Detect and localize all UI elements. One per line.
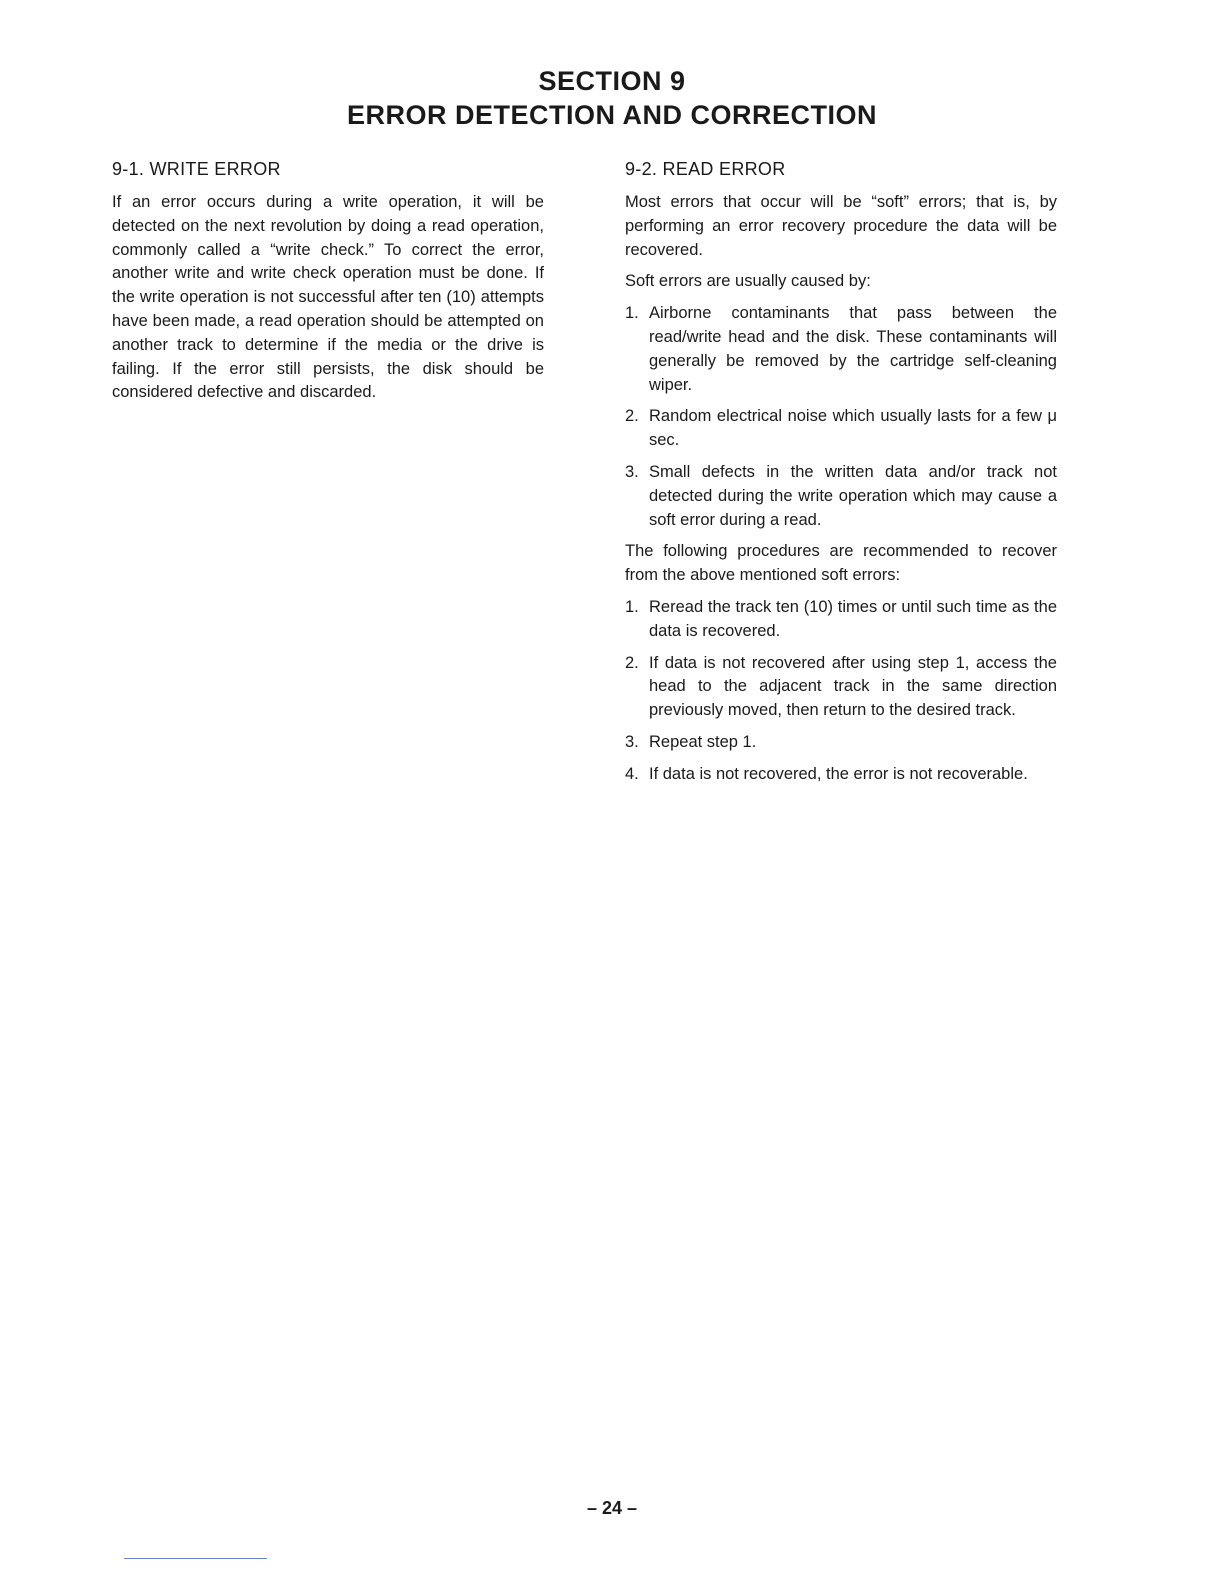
list-item-text: Reread the track ten (10) times or until such time as the data is recovered.	[649, 597, 1057, 640]
list-item-text: Airborne contaminants that pass between the read/write head and the disk. These contaminants will generally be removed by the cartridge self-cleaning wiper.	[649, 304, 1057, 394]
procedure-list	[625, 596, 1057, 787]
read-error-column	[625, 156, 1057, 795]
list-item	[625, 302, 1057, 397]
section-heading	[0, 64, 1224, 132]
list-item	[625, 763, 1057, 787]
list-item-number: 3.	[625, 462, 639, 481]
section-title: ERROR DETECTION AND CORRECTION	[346, 100, 877, 130]
read-error-intro: Most errors that occur will be “soft” errors; that is, by performing an error recovery procedure the data will be recovered.	[625, 193, 1057, 259]
scan-edge-line	[124, 1558, 267, 1559]
list-item-number: 4.	[625, 764, 639, 783]
list-item-number: 2.	[625, 407, 639, 426]
write-error-column	[112, 156, 544, 413]
section-number: SECTION 9	[538, 66, 686, 96]
page-number: – 24 –	[586, 1498, 638, 1518]
list-item-number: 3.	[625, 732, 639, 751]
causes-list	[625, 302, 1057, 532]
read-error-title: 9-2. READ ERROR	[625, 159, 786, 179]
causes-intro: Soft errors are usually caused by:	[625, 272, 871, 291]
list-item-text: If data is not recovered, the error is not recoverable.	[649, 764, 1028, 783]
list-item	[625, 652, 1057, 723]
procedure-intro: The following procedures are recommended to recover from the above mentioned soft errors:	[625, 542, 1057, 585]
list-item-text: If data is not recovered after using step 1, access the head to the adjacent track in the same direction previously moved, then return to the desired track.	[649, 653, 1057, 720]
list-item	[625, 731, 1057, 755]
list-item	[625, 461, 1057, 532]
list-item-text: Random electrical noise which usually lasts for a few μ sec.	[649, 407, 1057, 450]
list-item	[625, 405, 1057, 453]
list-item-number: 1.	[625, 597, 639, 616]
list-item	[625, 596, 1057, 644]
write-error-title: 9-1. WRITE ERROR	[112, 159, 281, 179]
list-item-number: 2.	[625, 653, 639, 672]
write-error-body: If an error occurs during a write operation, it will be detected on the next revolution by doing a read operation, commonly called a “write check.” To correct the error, another write and write check operation must be done. If the write operation is not successful after ten (10) attempts have been made, a read operation should be attempted on another track to determine if the media or the drive is failing. If the error still persists, the disk should be considered defective and discarded.	[112, 193, 544, 402]
list-item-number: 1.	[625, 304, 639, 323]
list-item-text: Small defects in the written data and/or track not detected during the write operation which may cause a soft error during a read.	[649, 462, 1057, 529]
list-item-text: Repeat step 1.	[649, 732, 757, 751]
